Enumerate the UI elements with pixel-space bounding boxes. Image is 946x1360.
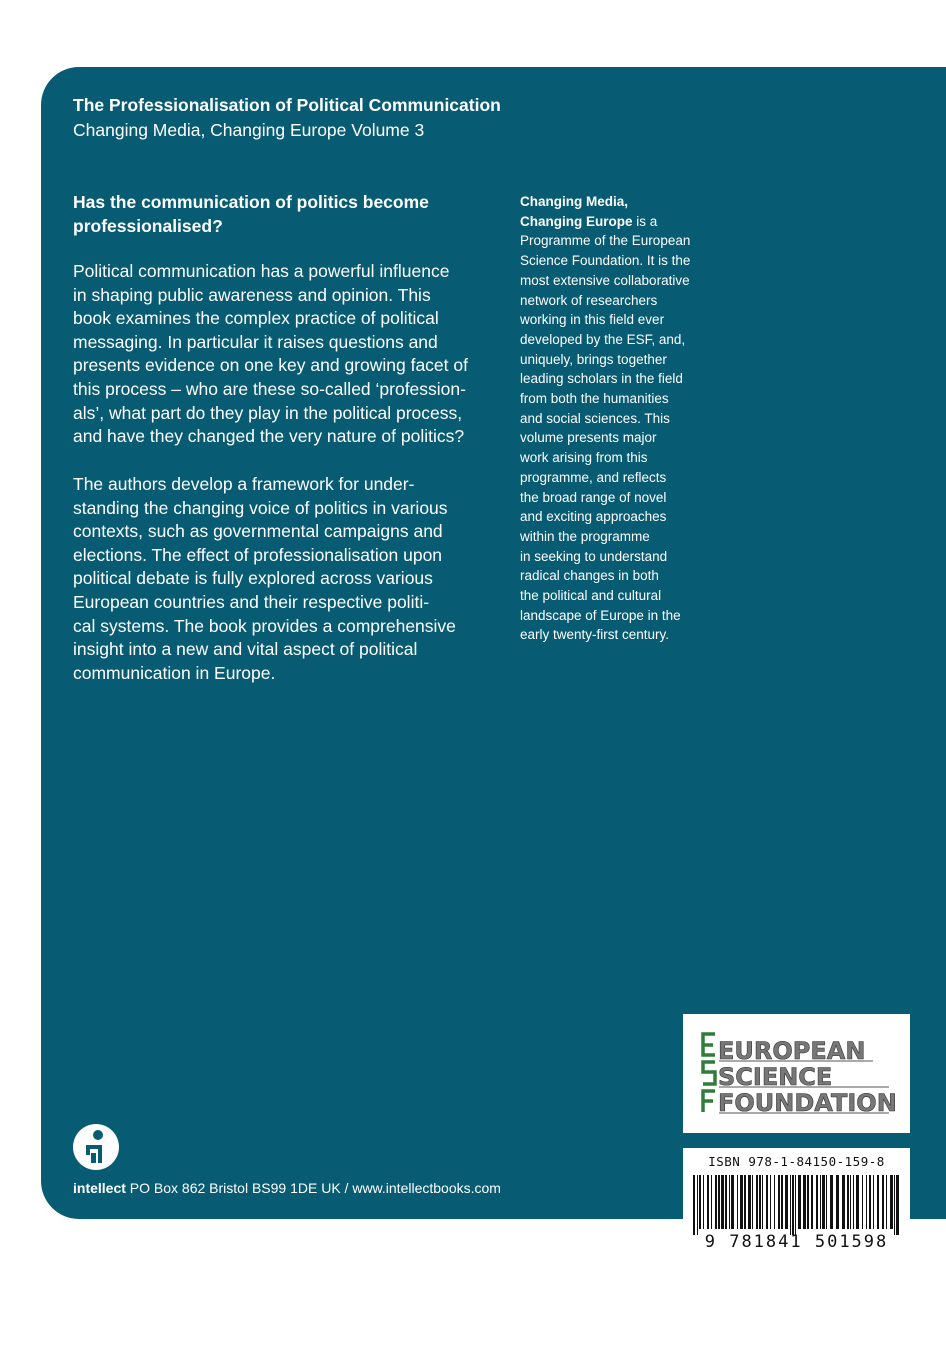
series-subtitle: Changing Media, Changing Europe Volume 3 <box>73 120 425 140</box>
barcode-bar <box>795 1175 796 1235</box>
barcode-bar <box>816 1175 818 1229</box>
barcode-bar <box>850 1175 851 1229</box>
barcode-bar <box>721 1175 724 1229</box>
barcode-bar <box>856 1175 859 1229</box>
barcode-bar <box>877 1175 879 1229</box>
esf-line-3: FOUNDATION <box>718 1089 897 1117</box>
barcode-bars <box>689 1175 904 1235</box>
barcode-bar <box>762 1175 763 1229</box>
barcode-bar <box>866 1175 867 1229</box>
publisher-name: intellect <box>73 1180 126 1196</box>
barcode-number: 9 781841 501598 <box>704 1232 889 1252</box>
barcode-bar <box>822 1175 825 1229</box>
book-title: The Professionalisation of Political Communication <box>73 95 501 115</box>
barcode-bar <box>697 1175 698 1235</box>
barcode-bar <box>699 1175 701 1229</box>
barcode-bar <box>744 1175 746 1229</box>
barcode-bar <box>693 1175 695 1235</box>
description-paragraph-2: The authors develop a framework for under- standing the changing voice of politics in various contexts, such as governmental campaigns and elections. The effect of professionalisation upon political debate is fully explored across various European countries and their respective politi- cal systems. The book provides a comprehensive insight into a new and vital aspect of political communication in Europe. <box>73 474 456 683</box>
barcode-bar <box>836 1175 839 1229</box>
barcode-bar <box>820 1175 821 1229</box>
esf-logo <box>683 1014 910 1133</box>
barcode-bar <box>766 1175 768 1229</box>
barcode-bar <box>847 1175 849 1229</box>
intellect-logo-icon <box>72 1123 120 1171</box>
publisher-address: PO Box 862 Bristol BS99 1DE UK / www.intellectbooks.com <box>125 1180 501 1196</box>
publisher-footer <box>73 1180 501 1196</box>
barcode-block <box>683 1148 910 1252</box>
barcode-bar <box>759 1175 761 1229</box>
isbn-label: ISBN 978-1-84150-159-8 <box>708 1154 885 1169</box>
barcode-bar <box>752 1175 753 1229</box>
barcode-bar <box>703 1175 704 1229</box>
barcode-bar <box>894 1175 895 1235</box>
barcode-bar <box>774 1175 775 1229</box>
barcode-bar <box>729 1175 730 1229</box>
barcode-bar <box>811 1175 813 1229</box>
barcode-bar <box>707 1175 709 1229</box>
barcode-bar <box>862 1175 863 1229</box>
programme-name: Changing Media, Changing Europe <box>520 194 633 229</box>
barcode-bar <box>798 1175 801 1229</box>
barcode-bar <box>715 1175 717 1229</box>
programme-note <box>520 192 720 645</box>
barcode-bar <box>756 1175 758 1229</box>
barcode-bar <box>869 1175 871 1229</box>
barcode-bar <box>792 1175 794 1235</box>
barcode-bar <box>830 1175 833 1229</box>
barcode-bar <box>842 1175 845 1229</box>
barcode-bar <box>790 1175 791 1235</box>
barcode-bar <box>803 1175 806 1229</box>
barcode-bar <box>748 1175 751 1229</box>
barcode-bar <box>781 1175 783 1229</box>
barcode-bar <box>725 1175 727 1229</box>
programme-description: is a Programme of the European Science Foundation. It is the most extensive collaborative network of researchers working in this field ever developed by the ESF, and, uniquely, brings together leading scholars in the field from both the humanities and social sciences. This volume presents major work arising from this programme, and reflects the broad range of novel and exciting approaches within the programme in seeking to understand radical changes in both the political and cultural landscape of Europe in the early twenty-first century. <box>520 213 691 643</box>
description-paragraph-1: Political communication has a powerful influence in shaping public awareness and opinion. This book examines the complex practice of political messaging. In particular it raises questions and presents evidence on one key and growing facet of this process – who are these so-called ‘profession- als’, what part do they play in the political process, and have they changed the very nature of politics? <box>73 261 468 447</box>
barcode-bar <box>882 1175 884 1229</box>
barcode-bar <box>886 1175 887 1229</box>
esf-line-2: SCIENCE <box>718 1063 833 1091</box>
barcode-bar <box>737 1175 738 1229</box>
lead-question: Has the communication of politics become professionalised? <box>73 192 429 236</box>
barcode-bar <box>826 1175 827 1229</box>
barcode-bar <box>873 1175 874 1229</box>
barcode-bar <box>770 1175 771 1229</box>
barcode-bar <box>740 1175 743 1229</box>
barcode-bar <box>890 1175 893 1229</box>
barcode-bar <box>718 1175 720 1229</box>
barcode-bar <box>778 1175 780 1229</box>
barcode-bar <box>853 1175 854 1229</box>
barcode-bar <box>731 1175 734 1229</box>
barcode-bar <box>785 1175 788 1229</box>
esf-line-1: EUROPEAN <box>718 1037 866 1065</box>
barcode-bar <box>807 1175 809 1229</box>
barcode-bar <box>896 1175 899 1235</box>
barcode-bar <box>711 1175 712 1229</box>
